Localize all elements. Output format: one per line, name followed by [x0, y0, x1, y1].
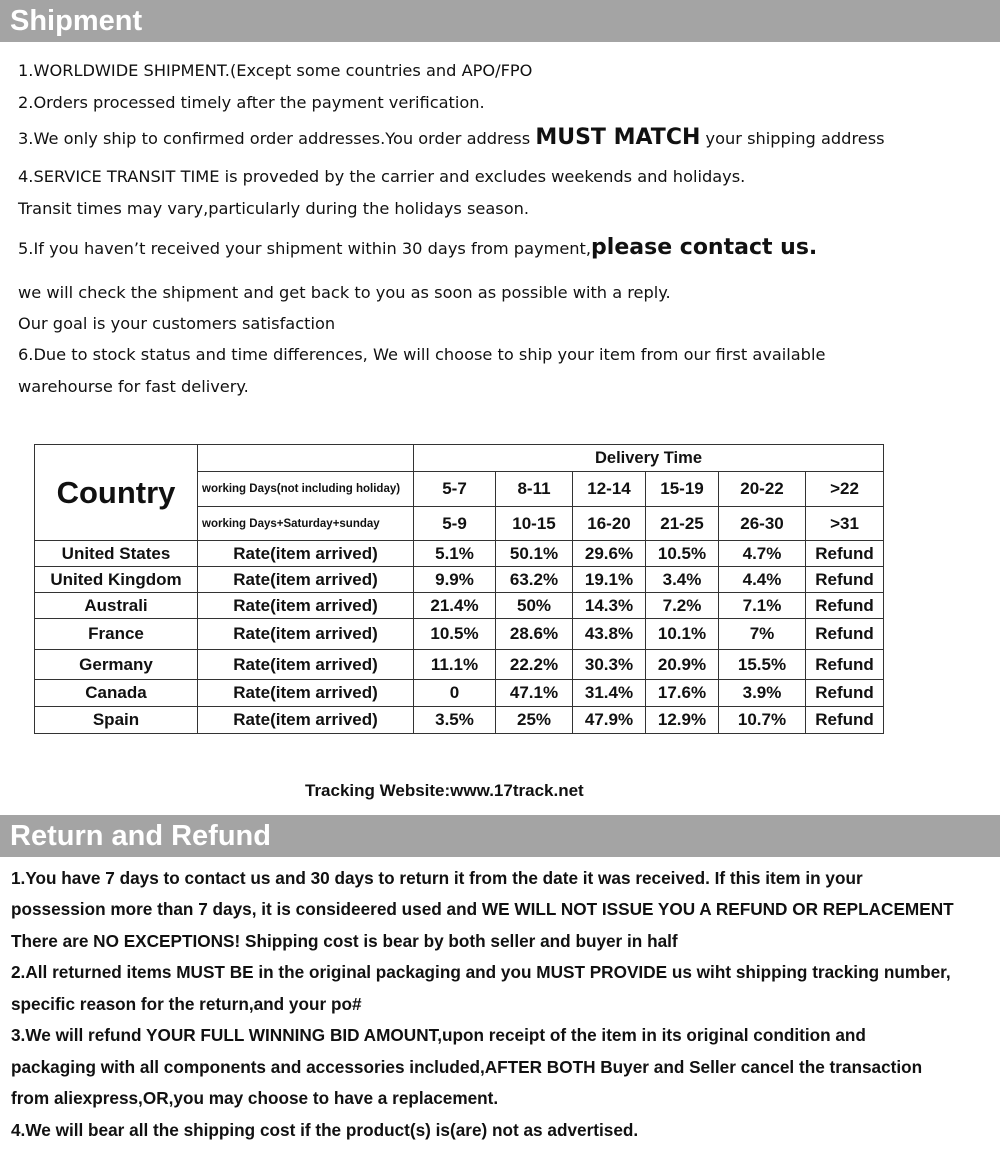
rate-value: 9.9% — [414, 567, 496, 593]
rate-label: Rate(item arrived) — [198, 567, 414, 593]
rate-value: 7% — [719, 619, 806, 650]
rate-value: 17.6% — [646, 680, 719, 707]
shipment-line-3-start: 3.We only ship to confirmed order addresses.You order address — [18, 129, 536, 148]
rate-value: 22.2% — [496, 650, 573, 680]
working-days-range: 20-22 — [719, 472, 806, 507]
shipment-line-3 — [18, 125, 885, 150]
all-days-range: 5-9 — [414, 507, 496, 541]
rate-value: 10.5% — [414, 619, 496, 650]
country-row — [35, 541, 884, 567]
shipment-line-6: 6.Due to stock status and time differences, We will choose to ship your item from our first available — [18, 345, 826, 364]
rate-value: Refund — [806, 541, 884, 567]
shipment-line-4: 4.SERVICE TRANSIT TIME is proveded by the carrier and excludes weekends and holidays. — [18, 167, 746, 186]
rate-value: 14.3% — [573, 593, 646, 619]
return-line: There are NO EXCEPTIONS! Shipping cost is bear by both seller and buyer in half — [11, 931, 678, 951]
rate-value: 12.9% — [646, 707, 719, 734]
delivery-time-header: Delivery Time — [414, 445, 884, 472]
country-name: Spain — [35, 707, 198, 734]
rate-value: 28.6% — [496, 619, 573, 650]
tracking-website-text: Tracking Website:www.17track.net — [305, 781, 584, 800]
shipment-line-5b: we will check the shipment and get back to you as soon as possible with a reply. — [18, 283, 671, 302]
rate-value: 50% — [496, 593, 573, 619]
return-line: 1.You have 7 days to contact us and 30 days to return it from the date it was received. If this item in your — [11, 868, 863, 888]
rate-value: 30.3% — [573, 650, 646, 680]
working-days-range: 5-7 — [414, 472, 496, 507]
country-row — [35, 593, 884, 619]
rate-value: 63.2% — [496, 567, 573, 593]
rate-value: 29.6% — [573, 541, 646, 567]
rate-value: Refund — [806, 619, 884, 650]
working-days-range: >22 — [806, 472, 884, 507]
rate-value: 15.5% — [719, 650, 806, 680]
working-days-range: 8-11 — [496, 472, 573, 507]
return-line: 2.All returned items MUST BE in the original packaging and you MUST PROVIDE us wiht shipping tracking number, — [11, 962, 951, 982]
country-row — [35, 619, 884, 650]
return-line: packaging with all components and accessories included,AFTER BOTH Buyer and Seller cancel the transaction — [11, 1057, 923, 1077]
rate-value: 3.9% — [719, 680, 806, 707]
rate-value: 43.8% — [573, 619, 646, 650]
rate-label: Rate(item arrived) — [198, 593, 414, 619]
return-line: 3.We will refund YOUR FULL WINNING BID AMOUNT,upon receipt of the item in its original condition and — [11, 1025, 866, 1045]
rate-value: 3.4% — [646, 567, 719, 593]
rate-label: Rate(item arrived) — [198, 650, 414, 680]
rate-value: 10.5% — [646, 541, 719, 567]
rate-value: 19.1% — [573, 567, 646, 593]
rate-label: Rate(item arrived) — [198, 541, 414, 567]
all-days-range: >31 — [806, 507, 884, 541]
contact-us-emphasis: please contact us. — [591, 235, 818, 260]
all-days-label: working Days+Saturday+sunday — [198, 507, 414, 541]
return-line: 4.We will bear all the shipping cost if the product(s) is(are) not as advertised. — [11, 1120, 639, 1140]
all-days-range: 10-15 — [496, 507, 573, 541]
rate-value: 31.4% — [573, 680, 646, 707]
shipment-line-5 — [18, 235, 817, 260]
rate-value: 4.4% — [719, 567, 806, 593]
rate-value: Refund — [806, 593, 884, 619]
shipment-line-5-start: 5.If you haven’t received your shipment within 30 days from payment, — [18, 239, 592, 258]
working-days-range: 12-14 — [573, 472, 646, 507]
shipment-line-2: 2.Orders processed timely after the payment verification. — [18, 93, 485, 112]
country-name: United States — [35, 541, 198, 567]
return-refund-header: Return and Refund — [0, 815, 1000, 857]
all-days-range: 16-20 — [573, 507, 646, 541]
country-name: Germany — [35, 650, 198, 680]
working-days-label: working Days(not including holiday) — [198, 472, 414, 507]
rate-value: 50.1% — [496, 541, 573, 567]
shipment-line-5c: Our goal is your customers satisfaction — [18, 314, 336, 333]
rate-label: Rate(item arrived) — [198, 707, 414, 734]
rate-value: Refund — [806, 567, 884, 593]
country-name: Canada — [35, 680, 198, 707]
rate-value: 5.1% — [414, 541, 496, 567]
rate-value: 47.1% — [496, 680, 573, 707]
return-line: specific reason for the return,and your po# — [11, 994, 362, 1014]
rate-value: 0 — [414, 680, 496, 707]
country-name: France — [35, 619, 198, 650]
rate-value: 11.1% — [414, 650, 496, 680]
rate-value: 47.9% — [573, 707, 646, 734]
shipment-line-3-end: your shipping address — [700, 129, 885, 148]
rate-label: Rate(item arrived) — [198, 619, 414, 650]
rate-value: 3.5% — [414, 707, 496, 734]
rate-value: 25% — [496, 707, 573, 734]
rate-value: Refund — [806, 707, 884, 734]
rate-value: 20.9% — [646, 650, 719, 680]
all-days-range: 21-25 — [646, 507, 719, 541]
rate-value: 7.2% — [646, 593, 719, 619]
rate-label: Rate(item arrived) — [198, 680, 414, 707]
working-days-range: 15-19 — [646, 472, 719, 507]
country-row — [35, 567, 884, 593]
rate-value: Refund — [806, 650, 884, 680]
rate-value: 21.4% — [414, 593, 496, 619]
return-line: possession more than 7 days, it is consideered used and WE WILL NOT ISSUE YOU A REFUND OR REPLACEMENT — [11, 899, 954, 919]
rate-value: 10.7% — [719, 707, 806, 734]
country-row — [35, 680, 884, 707]
rate-value: Refund — [806, 680, 884, 707]
shipment-line-6b: warehourse for fast delivery. — [18, 377, 249, 396]
country-header: Country — [35, 445, 198, 541]
rate-value: 7.1% — [719, 593, 806, 619]
country-row — [35, 707, 884, 734]
rate-value: 10.1% — [646, 619, 719, 650]
delivery-time-table — [34, 444, 884, 734]
must-match-emphasis: MUST MATCH — [535, 125, 701, 150]
shipment-line-4b: Transit times may vary,particularly during the holidays season. — [18, 199, 530, 218]
country-name: Australi — [35, 593, 198, 619]
rate-value: 4.7% — [719, 541, 806, 567]
shipment-header: Shipment — [0, 0, 1000, 42]
shipment-line-1: 1.WORLDWIDE SHIPMENT.(Except some countries and APO/FPO — [18, 61, 533, 80]
return-line: from aliexpress,OR,you may choose to have a replacement. — [11, 1088, 499, 1108]
country-row — [35, 650, 884, 680]
all-days-range: 26-30 — [719, 507, 806, 541]
country-name: United Kingdom — [35, 567, 198, 593]
